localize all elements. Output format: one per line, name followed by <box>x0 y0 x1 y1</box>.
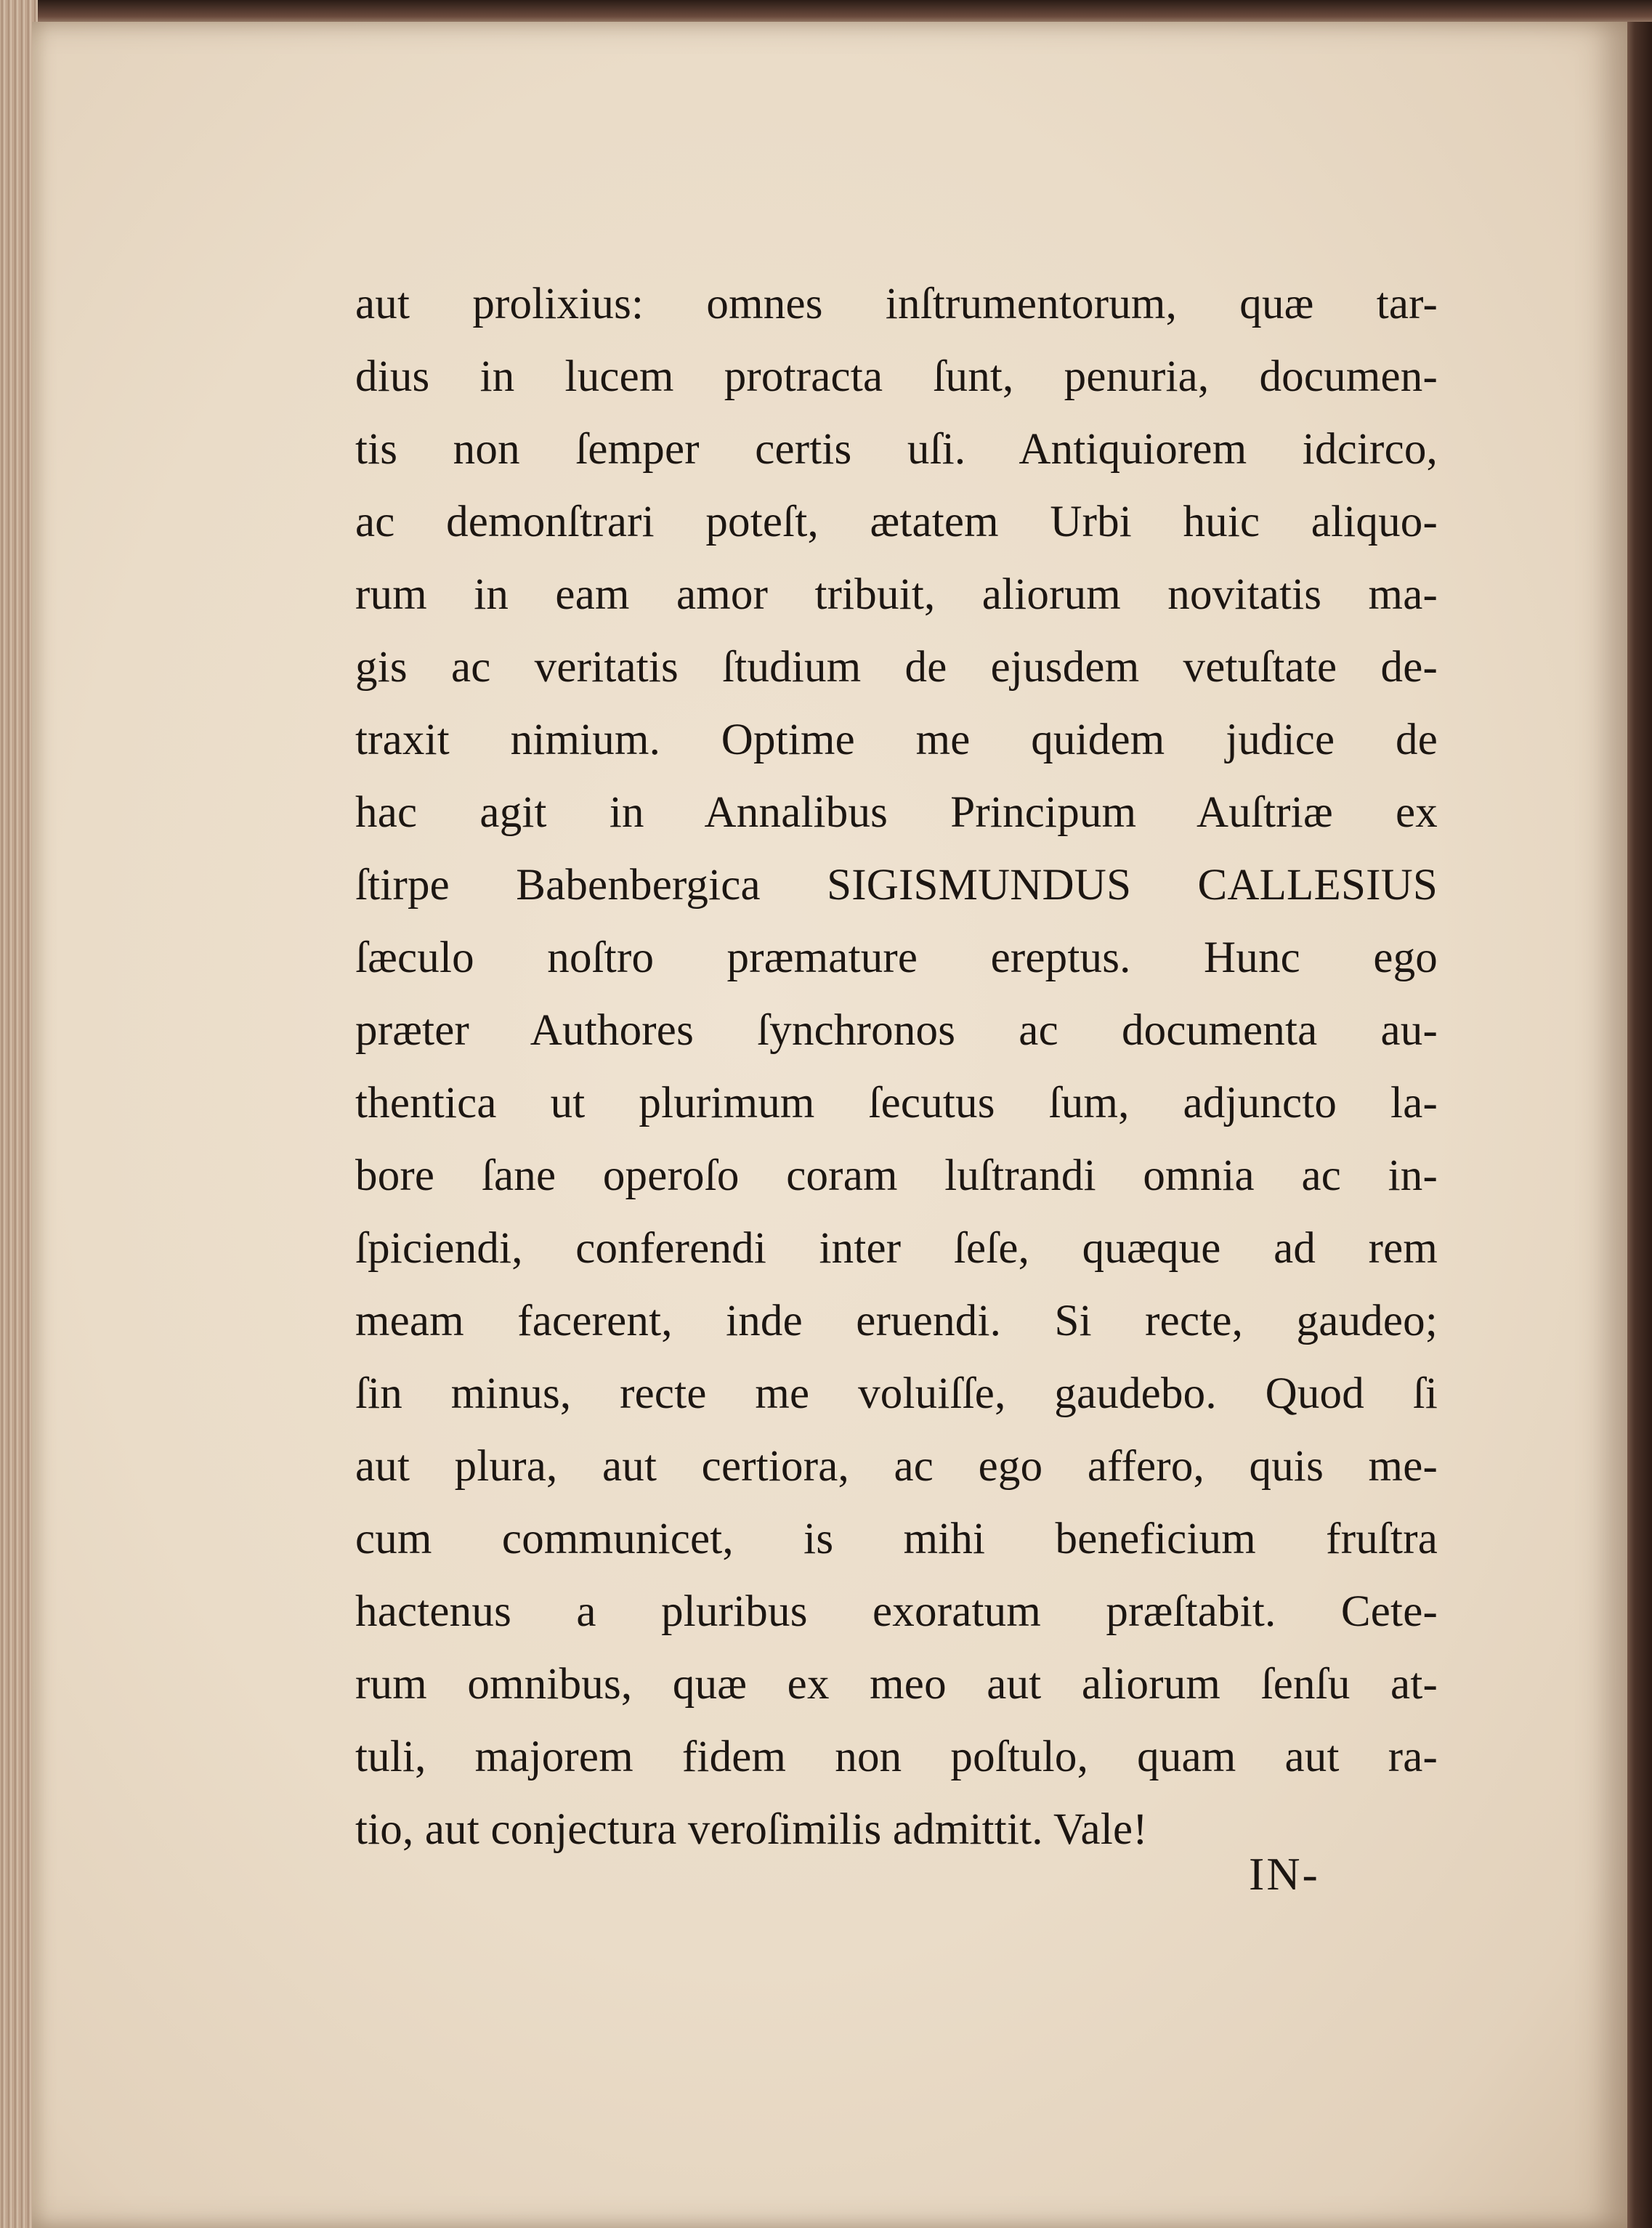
book-page <box>32 22 1627 2228</box>
text-line-9: ſtirpe Babenbergica SIGISMUNDUS CALLESIUS <box>355 861 1438 910</box>
text-line-12: thentica ut plurimum ſecutus ſum, adjuncto la- <box>355 1079 1438 1127</box>
text-line-22: tio, aut conjectura veroſimilis admittit. Vale! <box>355 1805 1148 1854</box>
text-line-16: ſin minus, recte me voluiſſe, gaudebo. Quod ſi <box>355 1369 1438 1418</box>
book-binding-edge <box>1623 22 1652 2228</box>
text-line-20: rum omnibus, quæ ex meo aut aliorum ſenſu at- <box>355 1660 1438 1709</box>
text-line-13: bore ſane operoſo coram luſtrandi omnia ac in- <box>355 1151 1438 1200</box>
text-line-18: cum communicet, is mihi beneficium fruſtra <box>355 1515 1438 1563</box>
text-line-3: tis non ſemper certis uſi. Antiquiorem idcirco, <box>355 425 1438 474</box>
text-line-14: ſpiciendi, conferendi inter ſeſe, quæque ad rem <box>355 1224 1438 1273</box>
text-line-8: hac agit in Annalibus Principum Auſtriæ ex <box>355 788 1438 837</box>
text-line-4: ac demonſtrari poteſt, ætatem Urbi huic aliquo- <box>355 498 1438 546</box>
text-line-1: aut prolixius: omnes inſtrumentorum, quæ tar- <box>355 280 1438 328</box>
body-text <box>355 269 1438 1925</box>
text-line-21: tuli, majorem fidem non poſtulo, quam aut ra- <box>355 1733 1438 1781</box>
text-line-17: aut plura, aut certiora, ac ego affero, quis me- <box>355 1442 1438 1491</box>
text-line-15: meam facerent, inde eruendi. Si recte, gaudeo; <box>355 1297 1438 1345</box>
text-line-10: ſæculo noſtro præmature ereptus. Hunc ego <box>355 933 1438 982</box>
text-line-2: dius in lucem protracta ſunt, penuria, documen- <box>355 352 1438 401</box>
text-line-6: gis ac veritatis ſtudium de ejusdem vetuſtate de- <box>355 643 1438 692</box>
text-line-5: rum in eam amor tribuit, aliorum novitatis ma- <box>355 570 1438 619</box>
catchword: IN- <box>1249 1848 1320 1900</box>
text-line-11: præter Authores ſynchronos ac documenta au- <box>355 1006 1438 1055</box>
text-line-19: hactenus a pluribus exoratum præſtabit. Cete- <box>355 1587 1438 1636</box>
text-line-7: traxit nimium. Optime me quidem judice de <box>355 716 1438 764</box>
